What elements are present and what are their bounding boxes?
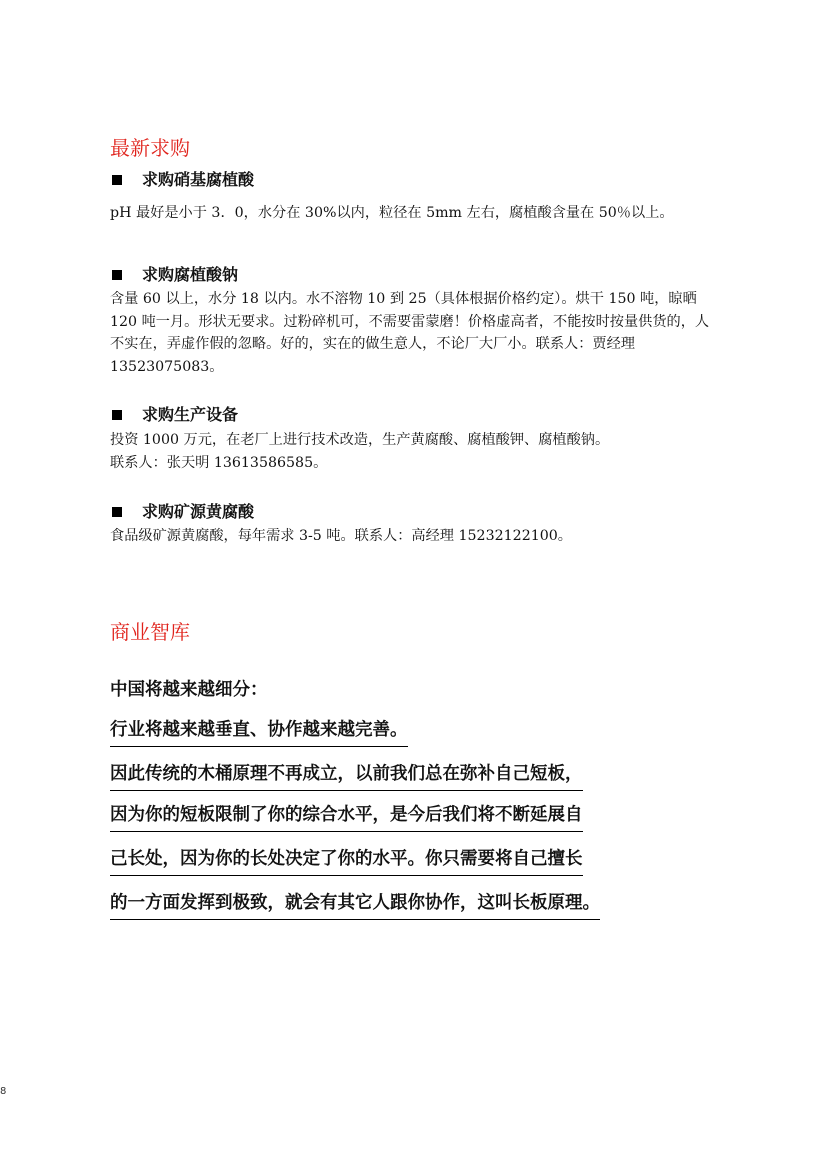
item-heading-text: 求购矿源黄腐酸 [142,502,255,521]
square-bullet-icon [112,507,122,517]
item-heading-mineral-fulvic-acid [110,502,254,522]
item-heading-production-equipment [110,405,238,425]
section-title-business-think-tank: 商业智库 [110,620,190,644]
item-body-nitro-humic-acid: pH 最好是小于 3．0，水分在 30%以内，粒径在 5mm 左右，腐植酸含量在 50％以上。 [110,205,674,221]
item-heading-text: 求购硝基腐植酸 [142,170,255,189]
think-tank-line-3: 因此传统的木桶原理不再成立，以前我们总在弥补自己短板， [110,760,583,791]
item-heading-text: 求购腐植酸钠 [142,265,239,284]
think-tank-line-4: 因为你的短板限制了你的综合水平，是今后我们将不断延展自 [110,801,583,832]
think-tank-line-1: 中国将越来越细分： [110,680,268,700]
item-heading-text: 求购生产设备 [142,405,239,424]
square-bullet-icon [112,410,122,420]
think-tank-line-6: 的一方面发挥到极致，就会有其它人跟你协作，这叫长板原理。 [110,889,600,920]
item-body-production-equipment-line2: 联系人：张天明 13613586585。 [110,455,328,471]
item-heading-sodium-humate [110,265,238,285]
think-tank-line-5: 己长处，因为你的长处决定了你的水平。你只需要将自己擅长 [110,845,583,876]
square-bullet-icon [112,175,122,185]
section-title-latest-purchase: 最新求购 [110,136,190,160]
item-body-mineral-fulvic-acid: 食品级矿源黄腐酸，每年需求 3-5 吨。联系人：高经理 15232122100。 [110,528,572,544]
square-bullet-icon [112,270,122,280]
item-body-production-equipment-line1: 投资 1000 万元，在老厂上进行技术改造，生产黄腐酸、腐植酸钾、腐植酸钠。 [110,432,610,448]
page-number: 8 [0,1086,7,1097]
item-heading-nitro-humic-acid [110,170,254,190]
think-tank-line-2: 行业将越来越垂直、协作越来越完善。 [110,716,408,747]
item-body-sodium-humate: 含量 60 以上，水分 18 以内。水不溶物 10 到 25（具体根据价格约定）。烘干 150 吨，晾晒 120 吨一月。形状无要求。过粉碎机可，不需要雷蒙磨！价格虚高者，不能按时按量供货的，人不实在，弄虚作假的忽略。好的，实在的做生意人，不论厂大厂小。联系人：贾经理 13523075083。 [110,291,710,375]
